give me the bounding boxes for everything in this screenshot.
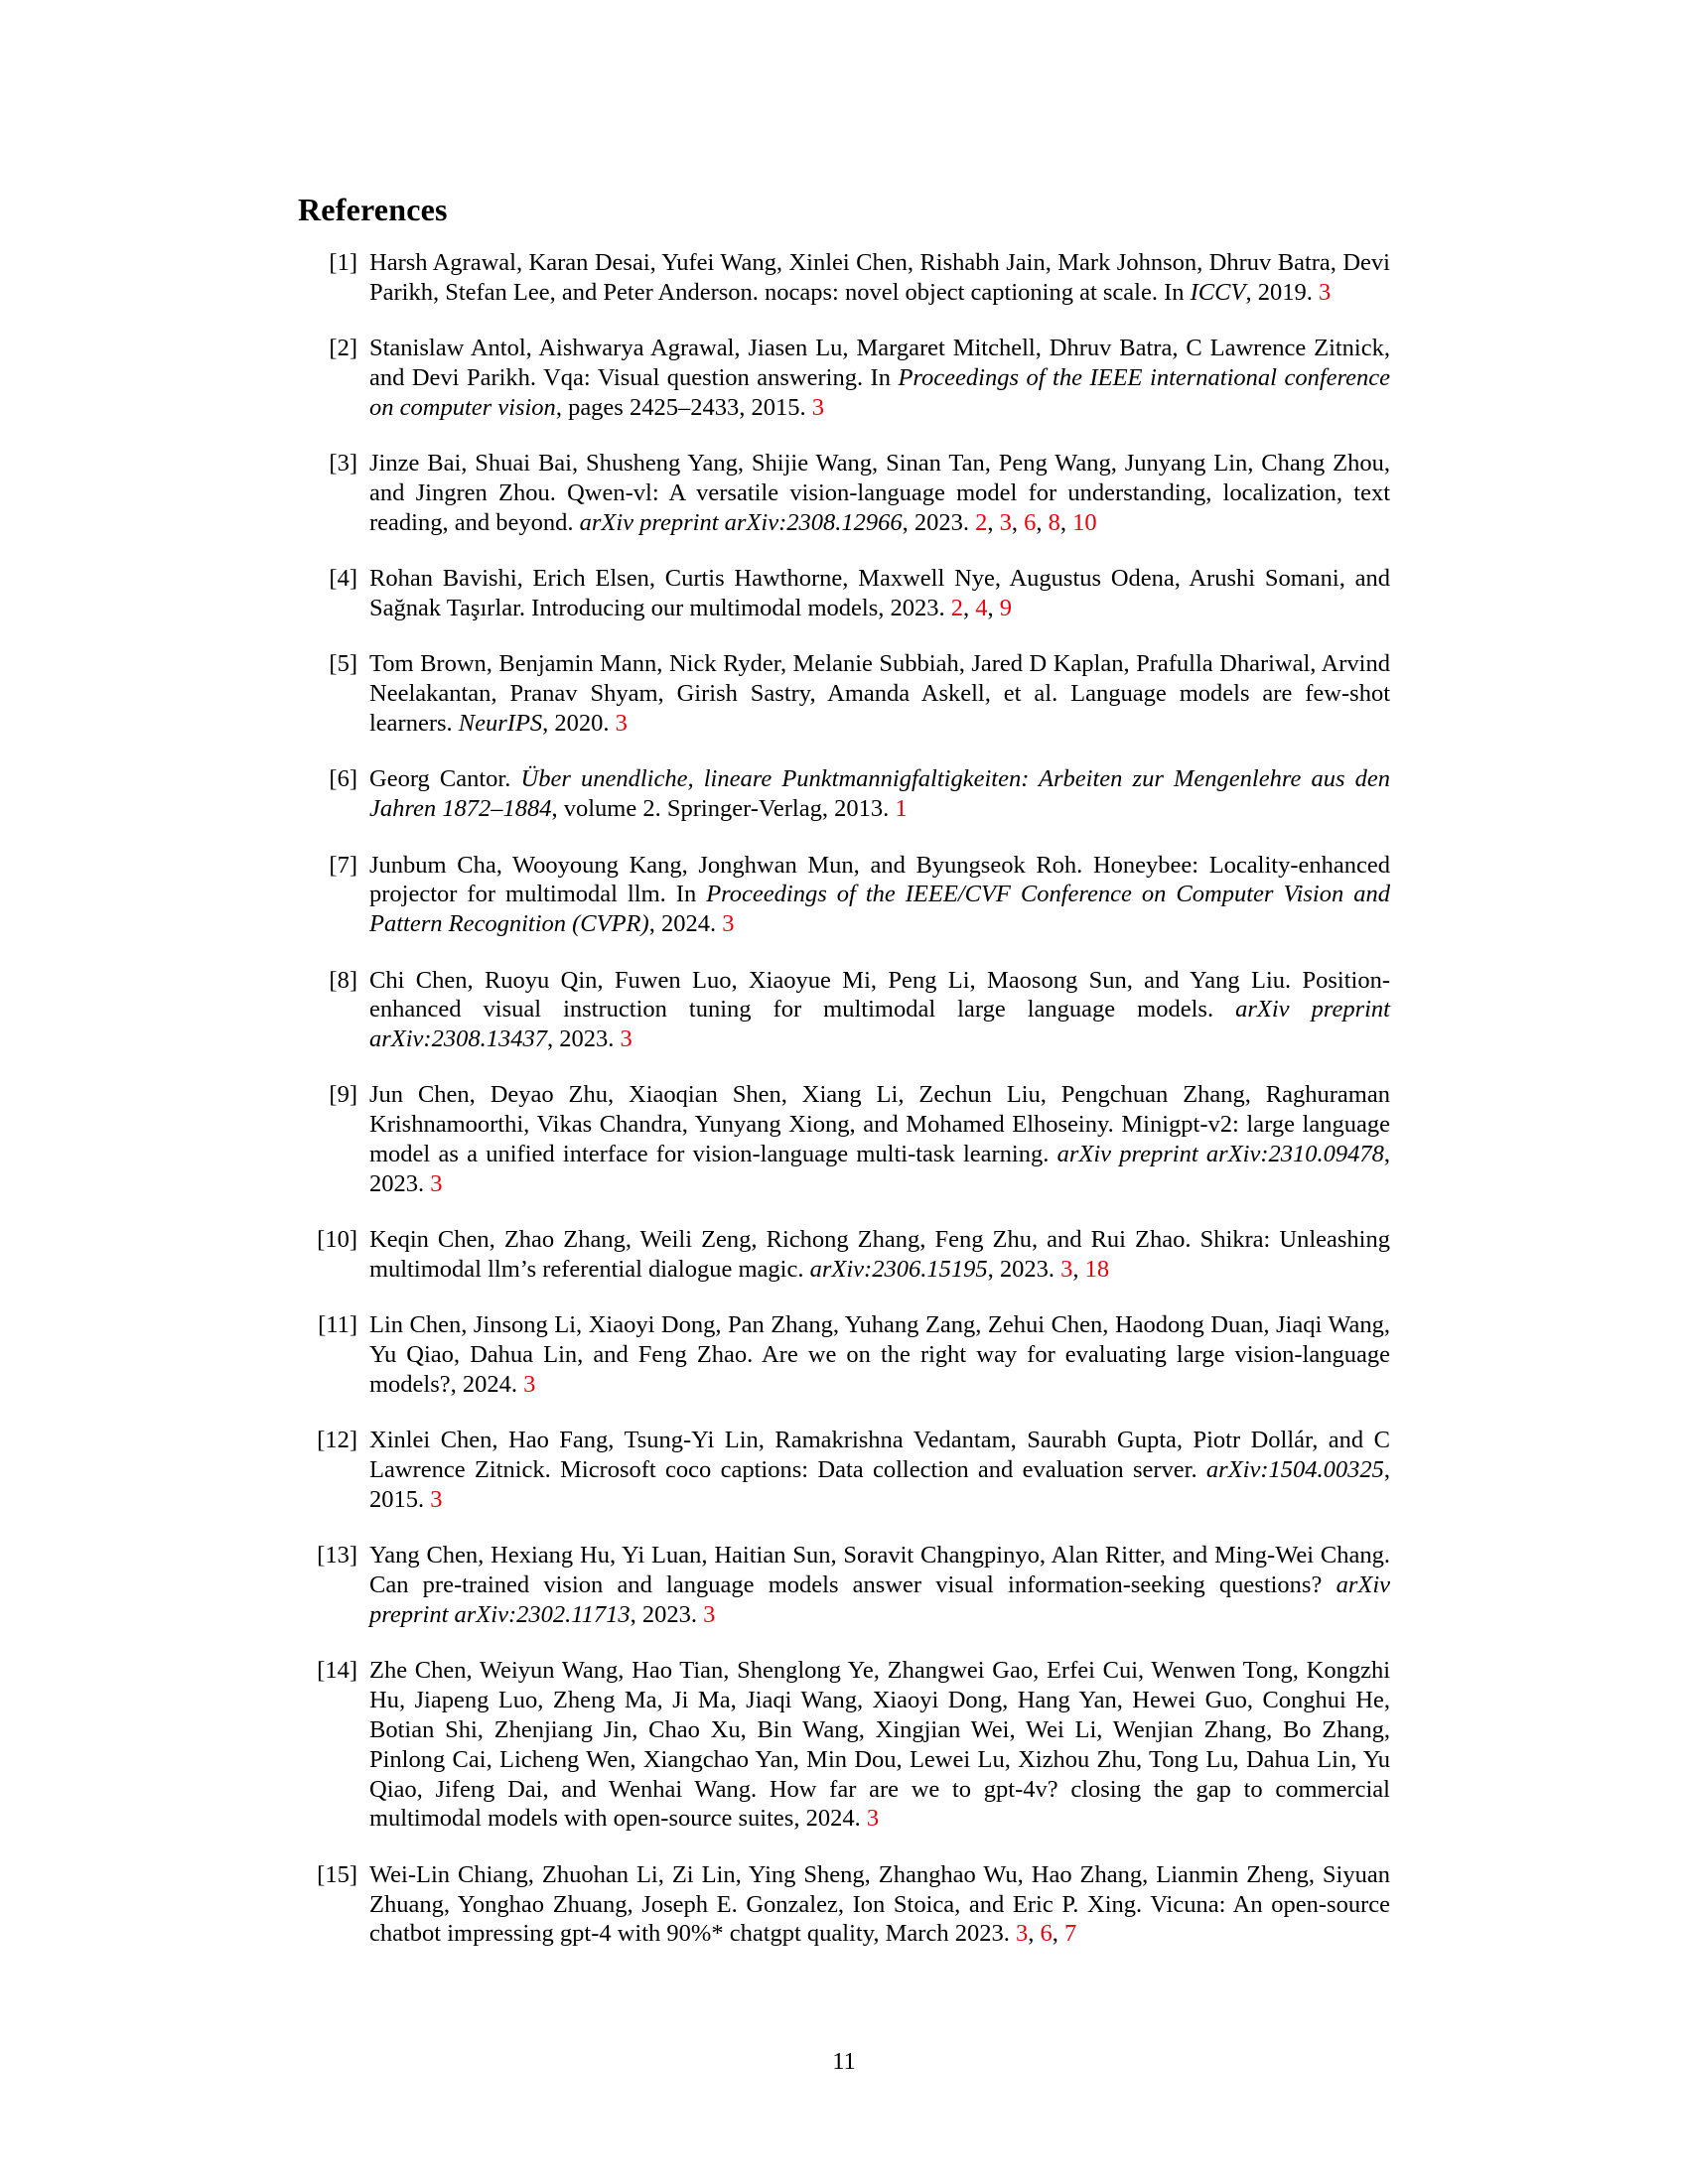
reference-venue: Proceedings of the IEEE/CVF Conference on Computer Vision and Pattern Recognition (CVPR) [369,881,1390,938]
reference-text-segment: Georg Cantor. [369,765,521,793]
reference-entry [298,1080,1390,1198]
reference-number: [4] [329,565,357,593]
page-backref-link[interactable]: 3 [1015,1920,1029,1948]
reference-text-segment: , 2023. [902,508,976,536]
reference-text-segment: , [987,594,1000,621]
reference-text-segment: , [963,594,976,621]
page-backref-link[interactable]: 4 [975,594,988,621]
reference-entry [298,966,1390,1054]
reference-number: [11] [318,1311,357,1339]
reference-venue: arXiv preprint arXiv:2308.13437 [369,996,1390,1053]
reference-text-segment: Junbum Cha, Wooyoung Kang, Jonghwan Mun, and Byungseok Roh. Honeybee: Locality-enhanced projector for multimodal llm. In [369,851,1390,908]
reference-text-segment: , [1036,508,1049,536]
reference-text-segment: Stanislaw Antol, Aishwarya Agrawal, Jiasen Lu, Margaret Mitchell, Dhruv Batra, C Lawrence Zitnick, and Devi Parikh. Vqa: Visual question answering. In [369,335,1390,391]
reference-entry [298,649,1390,738]
reference-text-segment: , [987,508,1000,536]
reference-text-segment: , [1028,1920,1041,1948]
reference-text [369,1656,1390,1834]
reference-text-segment: , [1072,1256,1085,1284]
reference-text-segment: , volume 2. Springer-Verlag, 2013. [551,795,896,823]
reference-text-segment: , 2019. [1245,278,1319,306]
reference-text [369,649,1390,738]
page-backref-link[interactable]: 3 [811,393,824,421]
reference-number: [6] [329,765,357,793]
reference-text [369,248,1390,308]
page-backref-link[interactable]: 1 [895,795,908,823]
reference-text [369,1541,1390,1629]
reference-venue: arXiv preprint arXiv:2308.12966 [579,508,903,536]
reference-number: [7] [329,851,357,879]
page-backref-link[interactable]: 2 [950,594,964,621]
reference-text [369,851,1390,939]
reference-entry [298,1426,1390,1514]
reference-text-segment: Keqin Chen, Zhao Zhang, Weili Zeng, Richong Zhang, Feng Zhu, and Rui Zhao. Shikra: Unleashing multimodal llm’s referential dialogue magic. [369,1226,1390,1284]
reference-text [369,1080,1390,1198]
reference-text-segment: , [1011,508,1025,536]
reference-number: [10] [317,1226,357,1254]
page-backref-link[interactable]: 9 [999,594,1013,621]
reference-number: [12] [317,1427,357,1454]
page-backref-link[interactable]: 10 [1072,508,1097,536]
page-backref-link[interactable]: 3 [430,1486,443,1514]
reference-number: [8] [329,966,357,994]
reference-entry [298,764,1390,824]
reference-text-segment: , 2015. [369,1456,1390,1514]
reference-text [369,966,1390,1054]
reference-text [369,1225,1390,1285]
reference-text-segment: , 2023. [630,1601,704,1629]
page-backref-link[interactable]: 3 [615,709,628,737]
reference-text-segment: , 2023. [987,1256,1061,1284]
reference-text-segment: Yang Chen, Hexiang Hu, Yi Luan, Haitian Sun, Soravit Changpinyo, Alan Ritter, and Ming-Wei Chang. Can pre-trained vision and language models answer visual information-seeking questions? [369,1542,1390,1599]
reference-number: [15] [317,1860,357,1888]
reference-text [369,1310,1390,1399]
reference-entry [298,1860,1390,1949]
reference-entry [298,1225,1390,1285]
reference-entry [298,1656,1390,1834]
reference-venue: arXiv:2306.15195 [809,1256,988,1284]
reference-number: [3] [329,450,357,478]
reference-text-segment: , 2024. [648,910,723,938]
reference-text [369,449,1390,537]
reference-text-segment: , 2023. [546,1025,621,1053]
reference-text-segment: Zhe Chen, Weiyun Wang, Hao Tian, Shenglong Ye, Zhangwei Gao, Erfei Cui, Wenwen Tong, Kongzhi Hu, Jiapeng Luo, Zheng Ma, Ji Ma, Jiaqi Wang, Xiaoyi Dong, Hang Yan, Hewei Guo, Conghui He, Botian Shi, Zhenjiang Jin, Chao Xu, Bin Wang, Xingjian Wei, Wei Li, Wenjian Zhang, Bo Zhang, Pinlong Cai, Licheng Wen, Xiangchao Yan, Min Dou, Lewei Lu, Xizhou Zhu, Tong Lu, Dahua Lin, Yu Qiao, Jifeng Dai, and Wenhai Wang. How far are we to gpt-4v? closing the gap to commercial multimodal models with open-source suites, 2024. [369,1657,1390,1833]
page-backref-link[interactable]: 6 [1024,508,1037,536]
section-title: References [298,192,448,227]
reference-text [369,334,1390,422]
reference-entry [298,1541,1390,1629]
reference-text-segment: , 2023. [369,1141,1390,1197]
reference-venue: arXiv preprint arXiv:2310.09478 [1056,1141,1384,1168]
reference-entry [298,449,1390,537]
reference-number: [1] [329,249,357,276]
reference-venue: Über unendliche, lineare Punktmannigfaltigkeiten: Arbeiten zur Mengenlehre aus den Jahren 1872–1884 [369,765,1390,823]
page-backref-link[interactable]: 3 [722,910,735,938]
reference-text-segment: Chi Chen, Ruoyu Qin, Fuwen Luo, Xiaoyue Mi, Peng Li, Maosong Sun, and Yang Liu. Position-enhanced visual instruction tuning for multimodal large language models. [369,966,1390,1024]
page-backref-link[interactable]: 3 [866,1805,880,1833]
reference-venue: NeurIPS [458,709,543,737]
reference-text-segment: Tom Brown, Benjamin Mann, Nick Ryder, Melanie Subbiah, Jared D Kaplan, Prafulla Dhariwal, Arvind Neelakantan, Pranav Shyam, Girish Sastry, Amanda Askell, et al. Language models are few-shot learners. [369,650,1390,737]
reference-entry [298,851,1390,939]
reference-text [369,764,1390,824]
reference-text-segment: Rohan Bavishi, Erich Elsen, Curtis Hawthorne, Maxwell Nye, Augustus Odena, Arushi Somani, and Sağnak Taşırlar. Introducing our multimodal models, 2023. [369,565,1390,621]
reference-text-segment: Jun Chen, Deyao Zhu, Xiaoqian Shen, Xiang Li, Zechun Liu, Pengchuan Zhang, Raghuraman Krishnamoorthi, Vikas Chandra, Yunyang Xiong, and Mohamed Elhoseiny. Minigpt-v2: large language model as a unified interface for vision-language multi-task learning. [369,1081,1390,1168]
page-number: 11 [832,2048,856,2075]
reference-venue: ICCV [1190,278,1246,306]
reference-number: [14] [317,1657,357,1685]
reference-text [369,1860,1390,1949]
reference-text-segment: Jinze Bai, Shuai Bai, Shusheng Yang, Shijie Wang, Sinan Tan, Peng Wang, Junyang Lin, Chang Zhou, and Jingren Zhou. Qwen-vl: A versatile vision-language model for understanding, localization, text reading, and beyond. [369,450,1390,536]
reference-text-segment: , [1059,508,1073,536]
page-backref-link[interactable]: 2 [975,508,988,536]
reference-text-segment: Wei-Lin Chiang, Zhuohan Li, Zi Lin, Ying Sheng, Zhanghao Wu, Hao Zhang, Lianmin Zheng, Siyuan Zhuang, Yonghao Zhuang, Joseph E. Gonzalez, Ion Stoica, and Eric P. Xing. Vicuna: An open-source chatbot impressing gpt-4 with 90%* chatgpt quality, March 2023. [369,1860,1390,1948]
reference-number: [9] [329,1081,357,1109]
page-backref-link[interactable]: 3 [1318,278,1332,306]
reference-entry [298,334,1390,422]
reference-venue: arXiv preprint arXiv:2302.11713 [369,1571,1390,1629]
page-backref-link[interactable]: 3 [523,1371,536,1399]
reference-text-segment: Lin Chen, Jinsong Li, Xiaoyi Dong, Pan Zhang, Yuhang Zang, Zehui Chen, Haodong Duan, Jiaqi Wang, Yu Qiao, Dahua Lin, and Feng Zhao. Are we on the right way for evaluating large vision-language models?, 2024. [369,1311,1390,1399]
reference-entry [298,1310,1390,1399]
reference-number: [13] [317,1542,357,1570]
reference-list [298,248,1390,1976]
reference-text [369,1426,1390,1514]
page-backref-link[interactable]: 8 [1048,508,1060,536]
page-backref-link[interactable]: 7 [1063,1920,1077,1948]
page-backref-link[interactable]: 3 [430,1169,443,1197]
reference-text-segment: , [1052,1920,1064,1948]
reference-text-segment: , pages 2425–2433, 2015. [555,393,812,421]
page-backref-link[interactable]: 3 [620,1025,633,1053]
reference-number: [5] [329,650,357,678]
reference-text-segment: Xinlei Chen, Hao Fang, Tsung-Yi Lin, Ramakrishna Vedantam, Saurabh Gupta, Piotr Dollár, and C Lawrence Zitnick. Microsoft coco captions: Data collection and evaluation server. [369,1427,1390,1484]
page-backref-link[interactable]: 3 [1060,1256,1073,1284]
page-backref-link[interactable]: 3 [703,1601,716,1629]
reference-number: [2] [329,335,357,362]
page-backref-link[interactable]: 3 [999,508,1012,536]
page-backref-link[interactable]: 18 [1084,1256,1110,1284]
page-backref-link[interactable]: 6 [1040,1920,1053,1948]
reference-entry [298,248,1390,308]
reference-text [369,564,1390,623]
reference-venue: Proceedings of the IEEE international conference on computer vision [369,363,1390,421]
reference-venue: arXiv:1504.00325 [1205,1456,1384,1484]
reference-text-segment: , 2020. [542,709,616,737]
reference-entry [298,564,1390,623]
reference-text-segment: Harsh Agrawal, Karan Desai, Yufei Wang, Xinlei Chen, Rishabh Jain, Mark Johnson, Dhruv Batra, Devi Parikh, Stefan Lee, and Peter Anderson. nocaps: novel object captioning at scale. In [369,249,1390,306]
